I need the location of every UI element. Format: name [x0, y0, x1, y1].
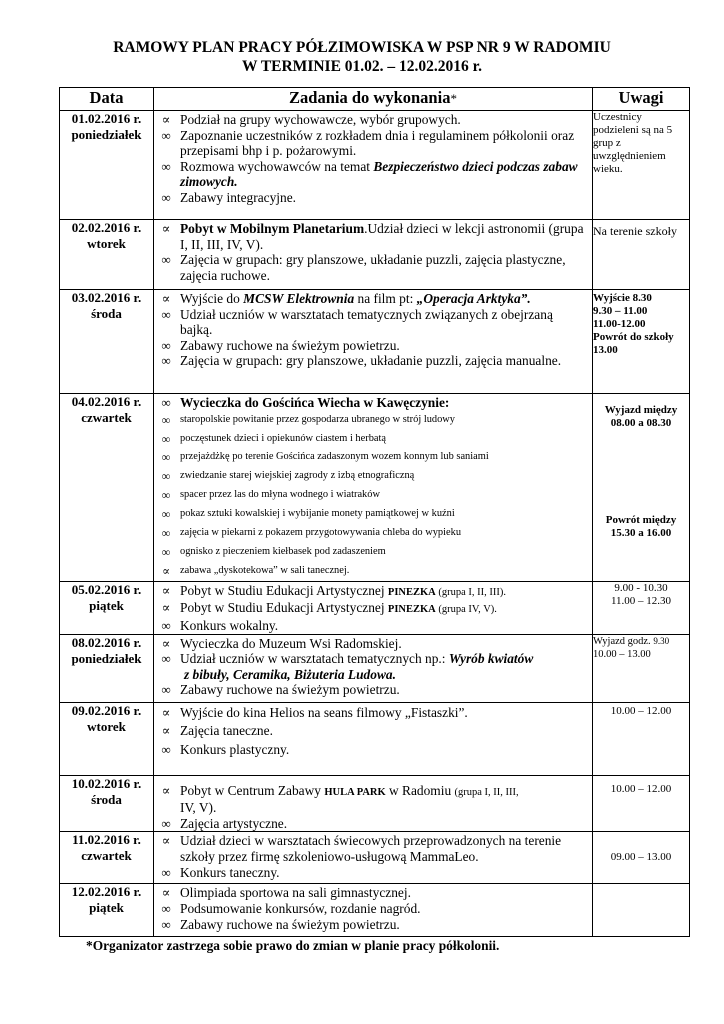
table-row	[60, 884, 690, 937]
note-text: 9.00 - 10.30	[614, 581, 668, 594]
header-date: Data	[60, 88, 154, 111]
row-day: piątek	[89, 900, 124, 916]
row-date: 10.02.2016 r.	[71, 775, 142, 791]
tasks-cell	[154, 111, 593, 220]
note-text: 10.00 – 12.00	[610, 704, 672, 717]
notes-cell	[593, 634, 690, 702]
task-item	[154, 190, 592, 206]
task-item	[154, 651, 592, 682]
date-cell	[60, 290, 154, 394]
row-date: 01.02.2016 r.	[71, 111, 142, 126]
task-item	[154, 885, 592, 901]
task-text: Zajęcia w grupach: gry planszowe, układanie puzzli, zajęcia plastyczne, zajęcia ruchowe.	[180, 252, 566, 283]
bullet-icon: ∝	[161, 291, 171, 306]
date-cell	[60, 581, 154, 634]
bullet-icon: ∝	[161, 885, 171, 901]
task-text: .Udział dzieci w lekcji astronomii (grupa I, II, III, IV, V).	[180, 221, 584, 252]
bullet-icon: ∞	[161, 507, 171, 522]
task-text: Zabawy ruchowe na świeżym powietrzu.	[180, 916, 400, 932]
bullet-icon: ∞	[161, 412, 171, 427]
task-emphasis: Wyrób kwiatów	[448, 651, 534, 667]
tasks-cell	[154, 832, 593, 884]
task-text: Wycieczka do Muzeum Wsi Radomskiej.	[180, 635, 402, 651]
task-text: ognisko z pieczeniem kiełbasek pod zadaszeniem	[180, 545, 386, 557]
date-cell	[60, 775, 154, 832]
task-item	[154, 636, 592, 652]
task-item	[154, 682, 592, 698]
date-cell	[60, 884, 154, 937]
task-item	[154, 742, 592, 758]
row-day: wtorek	[87, 236, 126, 251]
task-text: staropolskie powitanie przez gospodarza ubranego w strój ludowy	[180, 413, 455, 425]
task-text: Zabawy ruchowe na świeżym powietrzu.	[180, 682, 400, 698]
task-text: Podział na grupy wychowawcze, wybór grupowych.	[180, 112, 461, 127]
tasks-cell	[154, 581, 593, 634]
task-text: Zajęcia w grupach: gry planszowe, układanie puzzli, zajęcia manualne.	[180, 353, 562, 369]
row-day: poniedziałek	[71, 127, 142, 142]
task-item	[154, 865, 592, 881]
schedule-table	[59, 87, 690, 937]
notes-cell	[593, 111, 690, 220]
task-text: pokaz sztuki kowalskiej i wybijanie monety pamiątkowej w kuźni	[180, 508, 455, 520]
note-text: 09.00 – 13.00	[610, 851, 672, 864]
row-date: 05.02.2016 r.	[71, 581, 142, 597]
table-row	[60, 581, 690, 634]
bullet-icon: ∞	[161, 450, 171, 465]
task-item	[154, 705, 592, 721]
bullet-icon: ∝	[161, 600, 171, 616]
note-text: Powrót do szkoły 13.00	[593, 331, 674, 356]
note-text: 10.00 – 13.00	[593, 648, 651, 660]
notes-cell	[593, 702, 690, 775]
bullet-icon: ∞	[161, 864, 171, 880]
task-item	[154, 783, 592, 816]
task-item	[154, 338, 592, 354]
note-text: 10.00 – 12.00	[610, 782, 672, 795]
note-text: Powrót między 15.30 a 16.00	[605, 514, 677, 539]
task-item	[154, 618, 592, 634]
notes-cell	[593, 884, 690, 937]
table-row	[60, 702, 690, 775]
task-subitem	[154, 486, 592, 505]
note-text: 9.30 – 11.00	[593, 305, 648, 317]
task-text: Zabawy integracyjne.	[180, 189, 296, 205]
title-line-1: RAMOWY PLAN PRACY PÓŁZIMOWISKA W PSP NR 9 W RADOMIU	[113, 39, 611, 56]
task-emphasis: Wycieczka do Gościńca Wiecha w Kawęczynie:	[180, 395, 450, 410]
date-cell	[60, 702, 154, 775]
tasks-cell	[154, 220, 593, 290]
task-text: Rozmowa wychowawców na temat	[180, 158, 374, 174]
task-text: Zapoznanie uczestników z rozkładem dnia i regulaminem półkolonii oraz przepisami bhp i p. pożarowymi.	[180, 127, 575, 159]
task-text: Olimpiada sportowa na sali gimnastycznej.	[180, 885, 411, 901]
task-text: Konkurs wokalny.	[180, 617, 279, 633]
task-item	[154, 833, 592, 864]
task-item	[154, 583, 592, 601]
task-item	[154, 221, 592, 252]
bullet-icon: ∞	[161, 526, 171, 541]
task-emphasis: z bibuły, Ceramika, Biżuteria Ludowa.	[184, 666, 396, 682]
task-item	[154, 159, 592, 190]
bullet-icon: ∞	[161, 488, 171, 503]
bullet-icon: ∞	[161, 815, 171, 831]
header-tasks-mark: *	[450, 91, 457, 106]
bullet-icon: ∞	[161, 127, 171, 143]
row-day: środa	[91, 791, 122, 807]
note-text: Wyjazd między 08.00 a 08.30	[604, 404, 678, 429]
note-text: Uczestnicy podzieleni są na 5 grup z uwzględnieniem wieku.	[593, 111, 673, 175]
task-text: Pobyt w Centrum Zabawy	[180, 782, 325, 798]
notes-cell	[593, 832, 690, 884]
row-day: poniedziałek	[71, 650, 142, 666]
row-date: 09.02.2016 r.	[71, 702, 142, 718]
task-item	[154, 112, 592, 128]
note-text: 11.00 – 12.30	[610, 594, 672, 607]
tasks-cell	[154, 290, 593, 394]
title-line-2: W TERMINIE 01.02. – 12.02.2016 r.	[242, 58, 482, 75]
task-item	[154, 291, 592, 307]
table-header-row	[60, 88, 690, 111]
bullet-icon: ∞	[161, 337, 171, 353]
notes-cell	[593, 220, 690, 290]
task-text: Pobyt w Studiu Edukacji Artystycznej	[180, 600, 388, 616]
note-text: 11.00-12.00	[593, 318, 646, 330]
task-text: zabawa „dyskotekowa” w sali tanecznej.	[180, 564, 350, 576]
task-text: Wyjście do kina Helios na seans filmowy „Fistaszki”.	[180, 704, 468, 720]
table-row	[60, 634, 690, 702]
task-text: (grupa I, II, III).	[435, 586, 507, 598]
task-text: (grupa IV, V).	[435, 604, 497, 616]
task-emphasis: MCSW Elektrownia	[243, 291, 355, 306]
notes-cell	[593, 290, 690, 394]
bullet-icon: ∞	[161, 741, 171, 757]
date-cell	[60, 394, 154, 582]
table-row	[60, 394, 690, 582]
date-cell	[60, 832, 154, 884]
header-notes: Uwagi	[593, 88, 690, 111]
bullet-icon: ∝	[161, 833, 171, 849]
bullet-icon: ∞	[161, 306, 171, 322]
task-text: Zajęcia artystyczne.	[180, 815, 288, 831]
tasks-cell	[154, 884, 593, 937]
task-item	[154, 917, 592, 933]
row-day: piątek	[89, 597, 124, 613]
header-tasks-label: Zadania do wykonania	[289, 88, 451, 107]
bullet-icon: ∞	[161, 252, 171, 268]
note-text-b: 9.30	[653, 635, 670, 646]
task-text: Pobyt w Studiu Edukacji Artystycznej	[180, 582, 388, 598]
task-emphasis: HULA PARK	[324, 786, 386, 798]
task-text: Udział dzieci w warsztatach świecowych przeprowadzonych na terenie szkoły przez firmę szkoleniowo-usługową MammaLeo.	[180, 833, 562, 864]
task-text: przejażdżkę po terenie Gościńca zadaszonym wozem konnym lub saniami	[180, 451, 489, 463]
task-subitem	[154, 505, 592, 524]
bullet-icon: ∞	[161, 395, 171, 410]
table-row	[60, 775, 690, 832]
notes-cell	[593, 394, 690, 582]
row-day: czwartek	[81, 848, 132, 864]
task-item	[154, 723, 592, 739]
task-text: Udział uczniów w warsztatach tematycznych np.:	[180, 651, 449, 667]
row-day: wtorek	[87, 718, 126, 734]
document-title	[0, 38, 724, 76]
date-cell	[60, 220, 154, 290]
row-date: 11.02.2016 r.	[72, 832, 141, 848]
bullet-icon: ∞	[161, 158, 171, 174]
task-text: IV, V).	[180, 800, 217, 816]
task-emphasis: Pobyt w Mobilnym Planetarium	[180, 221, 365, 236]
bullet-icon: ∞	[161, 544, 171, 559]
task-emphasis: PINEZKA	[387, 604, 436, 616]
task-text: Konkurs plastyczny.	[180, 741, 290, 757]
task-text: w Radomiu	[385, 782, 455, 798]
date-cell	[60, 111, 154, 220]
task-subitem	[154, 543, 592, 562]
bullet-icon: ∝	[161, 723, 171, 739]
task-emphasis: „Operacja Arktyka”.	[416, 291, 531, 306]
task-text: (grupa I, II, III,	[454, 786, 519, 798]
task-item	[154, 252, 592, 283]
task-item	[154, 600, 592, 618]
task-subitem	[154, 562, 592, 581]
bullet-icon: ∝	[161, 221, 171, 236]
task-item	[154, 353, 592, 369]
bullet-icon: ∞	[161, 353, 171, 369]
note-text	[593, 635, 689, 648]
table-row	[60, 111, 690, 220]
tasks-cell	[154, 775, 593, 832]
bullet-icon: ∞	[161, 651, 171, 667]
bullet-icon: ∞	[161, 617, 171, 633]
footnote: *Organizator zastrzega sobie prawo do zmian w planie pracy półkolonii.	[86, 938, 500, 953]
row-day: czwartek	[81, 410, 132, 425]
header-tasks	[154, 88, 593, 111]
bullet-icon: ∞	[161, 431, 171, 446]
table-row	[60, 220, 690, 290]
note-text: Wyjście 8.30	[593, 292, 652, 304]
tasks-cell	[154, 702, 593, 775]
task-item	[154, 901, 592, 917]
row-date: 04.02.2016 r.	[71, 394, 142, 409]
row-date: 12.02.2016 r.	[71, 884, 142, 900]
tasks-cell	[154, 394, 593, 582]
notes-cell	[593, 581, 690, 634]
task-subitem	[154, 467, 592, 486]
task-text: Udział uczniów w warsztatach tematycznych związanych z obejrzaną bajką.	[180, 306, 553, 338]
task-subitem	[154, 430, 592, 449]
bullet-icon: ∝	[161, 782, 171, 798]
bullet-icon: ∞	[161, 900, 171, 916]
task-text: Wyjście do	[180, 291, 244, 306]
task-subitem	[154, 411, 592, 430]
task-text: na film pt:	[354, 291, 417, 306]
task-emphasis: Bezpieczeństwo dzieci podczas zabaw zimowych.	[180, 158, 578, 190]
task-item	[154, 307, 592, 338]
task-subitem	[154, 524, 592, 543]
task-text: Konkurs taneczny.	[180, 864, 280, 880]
row-date: 02.02.2016 r.	[71, 220, 142, 235]
bullet-icon: ∞	[161, 189, 171, 205]
bullet-icon: ∝	[161, 704, 171, 720]
task-text: spacer przez las do młyna wodnego i wiatraków	[180, 489, 380, 501]
task-text: poczęstunek dzieci i opiekunów ciastem i herbatą	[180, 432, 387, 444]
bullet-icon: ∞	[161, 682, 171, 698]
tasks-cell	[154, 634, 593, 702]
bullet-icon: ∝	[161, 635, 171, 651]
table-row	[60, 290, 690, 394]
table-row	[60, 832, 690, 884]
row-date: 08.02.2016 r.	[71, 634, 142, 650]
row-date: 03.02.2016 r.	[71, 290, 142, 305]
task-subitem	[154, 448, 592, 467]
task-text: Zabawy ruchowe na świeżym powietrzu.	[180, 337, 400, 353]
task-text: Zajęcia taneczne.	[180, 723, 273, 739]
task-item	[154, 128, 592, 159]
task-emphasis: PINEZKA	[387, 586, 436, 598]
note-text-a: Wyjazd godz.	[593, 635, 654, 647]
date-cell	[60, 634, 154, 702]
row-day: środa	[91, 306, 122, 321]
bullet-icon: ∝	[161, 112, 171, 127]
task-text: zajęcia w piekarni z pokazem przygotowywania chleba do wypieku	[180, 527, 462, 539]
bullet-icon: ∞	[161, 916, 171, 932]
bullet-icon: ∞	[161, 469, 171, 484]
bullet-icon: ∝	[161, 563, 171, 578]
task-text: Podsumowanie konkursów, rozdanie nagród.	[180, 900, 421, 916]
task-item	[154, 816, 592, 832]
note-text: Na terenie szkoły	[593, 224, 677, 238]
notes-cell	[593, 775, 690, 832]
task-text: zwiedzanie starej wiejskiej zagrody z izbą etnograficzną	[180, 470, 415, 482]
bullet-icon: ∝	[161, 582, 171, 598]
task-item	[154, 395, 592, 411]
